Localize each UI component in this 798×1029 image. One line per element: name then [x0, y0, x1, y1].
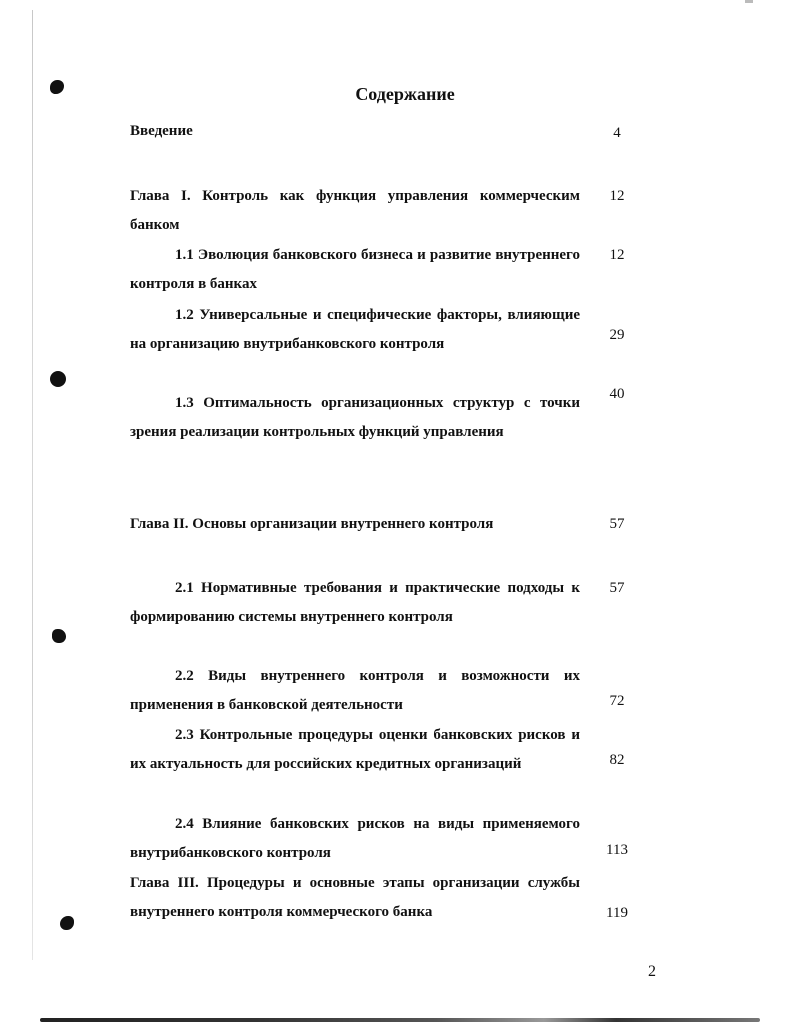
toc-page-number: 57 — [609, 516, 625, 532]
toc-title: Содержание — [355, 84, 455, 104]
scan-bottom-edge — [40, 1018, 760, 1022]
toc-page-number: 113 — [606, 842, 628, 858]
toc-page-number: 12 — [609, 188, 625, 204]
toc-entry-section-2-4: 2.4 Влияние банковских рисков на виды применяемого внутрибанковского контроля — [130, 816, 580, 861]
toc-entry-introduction: Введение — [130, 123, 193, 139]
scan-edge-line — [32, 10, 33, 960]
page-footer-number: 2 — [648, 963, 656, 980]
toc-page-number: 4 — [613, 125, 621, 141]
toc-entry-section-1-1: 1.1 Эволюция банковского бизнеса и развитие внутреннего контроля в банках — [130, 247, 580, 292]
punch-hole-mark — [52, 629, 66, 643]
toc-entry-section-1-3: 1.3 Оптимальность организационных структур с точки зрения реализации контрольных функций управления — [130, 395, 580, 440]
toc-entry-section-1-2: 1.2 Универсальные и специфические факторы, влияющие на организацию внутрибанковского контроля — [130, 307, 580, 352]
toc-entry-section-2-3: 2.3 Контрольные процедуры оценки банковских рисков и их актуальность для российских кредитных организаций — [130, 727, 580, 772]
toc-entry-chapter-3: Глава III. Процедуры и основные этапы организации службы внутреннего контроля коммерческого банка — [130, 875, 580, 920]
toc-page-number: 72 — [609, 693, 625, 709]
toc-page-number: 29 — [609, 327, 625, 343]
toc-page-number: 119 — [606, 905, 628, 921]
toc-page-number: 12 — [609, 247, 625, 263]
scan-corner-mark — [745, 0, 753, 3]
toc-page-number: 57 — [609, 580, 625, 596]
toc-entry-chapter-1: Глава I. Контроль как функция управления коммерческим банком — [130, 188, 580, 233]
toc-page-number: 40 — [609, 386, 625, 402]
toc-entry-section-2-1: 2.1 Нормативные требования и практические подходы к формированию системы внутреннего контроля — [130, 580, 580, 625]
toc-entry-chapter-2: Глава II. Основы организации внутреннего контроля — [130, 516, 494, 532]
punch-hole-mark — [60, 916, 74, 930]
toc-page-number: 82 — [609, 752, 625, 768]
toc-entry-section-2-2: 2.2 Виды внутреннего контроля и возможности их применения в банковской деятельности — [130, 668, 580, 713]
punch-hole-mark — [50, 371, 66, 387]
